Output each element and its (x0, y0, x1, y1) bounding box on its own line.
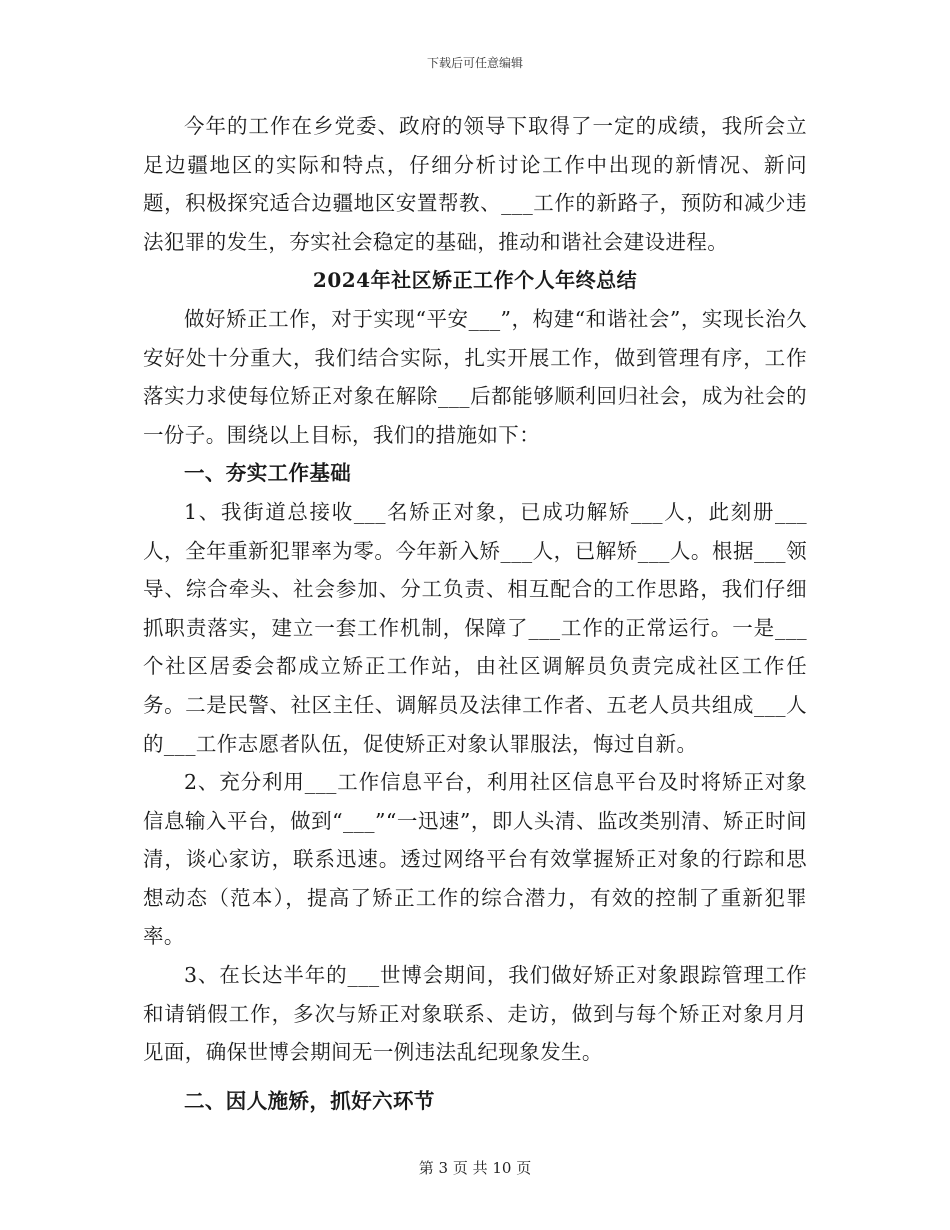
section-heading-2: 二、因人施矫，抓好六环节 (184, 1088, 435, 1113)
paragraph-overview: 做好矫正工作，对于实现“平安___”，构建“和谐社会”，实现长治久安好处十分重大，我们结合实际，扎实开展工作，做到管理有序，工作落实力求使每位矫正对象在解除___后都能够顺利回归社会，成为社会的一份子。围绕以上目标，我们的措施如下： (143, 306, 807, 447)
paragraph-item-1: 1、我街道总接收___名矫正对象，已成功解矫___人，此刻册___人，全年重新犯罪率为零。今年新入矫___人，已解矫___人。根据___领导、综合牵头、社会参加、分工负责、相互配合的工作思路，我们仔细抓职责落实，建立一套工作机制，保障了___工作的正常运行。一是___个社区居委会都成立矫正工作站，由社区调解员负责完成社区工作任务。二是民警、社区主任、调解员及法律工作者、五老人员共组成___人的___工作志愿者队伍，促使矫正对象认罪服法，悔过自新。 (143, 499, 807, 756)
paragraph-item-3: 3、在长达半年的___世博会期间，我们做好矫正对象跟踪管理工作和请销假工作，多次与矫正对象联系、走访，做到与每个矫正对象月月见面，确保世博会期间无一例违法乱纪现象发生。 (143, 963, 807, 1065)
page-header-note: 下载后可任意编辑 (426, 56, 523, 70)
page-number: 第 3 页 共 10 页 (418, 1159, 532, 1177)
paragraph-intro: 今年的工作在乡党委、政府的领导下取得了一定的成绩，我所会立足边疆地区的实际和特点，仔细分析讨论工作中出现的新情况、新问题，积极探究适合边疆地区安置帮教、___工作的新路子，预防和减少违法犯罪的发生，夯实社会稳定的基础，推动和谐社会建设进程。 (143, 114, 807, 254)
document-body (143, 107, 807, 1120)
section-heading-1: 一、夯实工作基础 (184, 461, 352, 486)
paragraph-item-2: 2、充分利用___工作信息平台，利用社区信息平台及时将矫正对象信息输入平台，做到“___”“一迅速”，即人头清、监改类别清、矫正时间清，谈心家访，联系迅速。透过网络平台有效掌握矫正对象的行踪和思想动态（范本），提高了矫正工作的综合潜力，有效的控制了重新犯罪率。 (143, 770, 807, 949)
document-title: 2024年社区矫正工作个人年终总结 (312, 268, 638, 293)
